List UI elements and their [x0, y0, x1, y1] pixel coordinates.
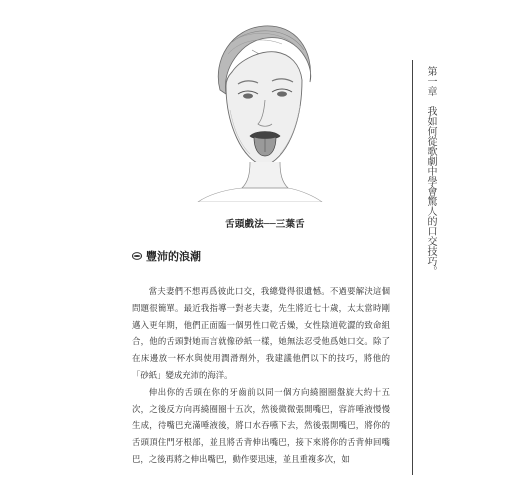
paragraph: 當夫妻們不想再爲彼此口交，我總覺得很遺憾。不過要解決這個問題很簡單。最近我指導一對老夫妻，先生將近七十歲，太太當時剛邁入更年期，他們正面臨一個男性口乾舌燥，女性陰道乾澀的致命組合，他的舌頭對她而言就像砂紙一樣，她無法忍受他爲她口交。除了在床邊放一杯水與使用潤滑劑外，我建議他們以下的技巧，將他的「砂紙」變成充沛的海洋。: [132, 286, 390, 380]
tongue-trick-illustration: [192, 20, 327, 202]
side-divider: [412, 60, 413, 475]
lips-icon: [132, 251, 142, 261]
section-heading-text: 豐沛的浪潮: [146, 250, 201, 263]
section-heading: [132, 248, 201, 264]
illustration-caption: 舌頭戲法──三葉舌: [225, 219, 305, 230]
paragraph: 伸出你的舌頭在你的牙齒前以同一個方向繞圈圈盤旋大約十五次，之後反方向再繞圈圈十五次，然後微微張開嘴巴，容許唾液慢慢生成，待嘴巴充滿唾液後，將口水吞嚥下去，然後張開嘴巴，將你的舌頭頂住門牙根部，並且將舌背伸出嘴巴，接下來將你的舌背伸回嘴巴，之後再將之伸出嘴巴，動作要迅速，並且重複多次，如: [132, 386, 390, 464]
chapter-side-title: 第一章 我如何從歌劇中學會驚人的口交技巧。: [425, 66, 436, 276]
body-text: [132, 283, 390, 468]
